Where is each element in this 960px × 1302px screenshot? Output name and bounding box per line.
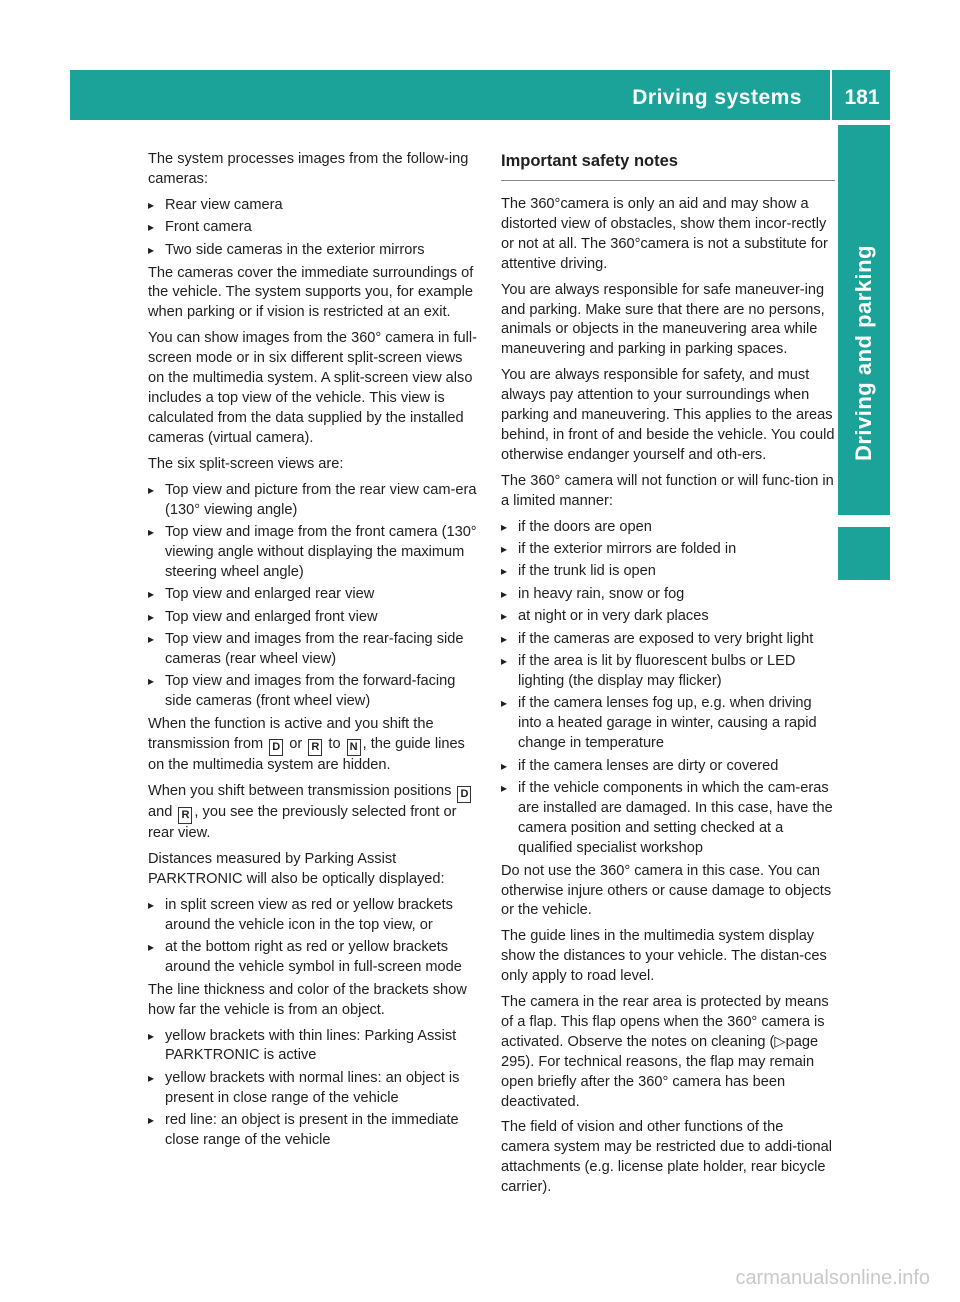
distances-paragraph: Distances measured by Parking Assist PARKTRONIC will also be optically displayed: [148, 850, 445, 887]
list-item: ▸ in heavy rain, snow or fog [501, 585, 835, 605]
gear-n-icon: N [347, 739, 361, 756]
bullet-icon: ▸ [148, 609, 155, 624]
safety-paragraph-1: The 360°camera is only an aid and may show a distorted view of obstacles, show them incor-rectly or not at all. The 360°camera is not a substitute for attentive driving. [501, 196, 828, 272]
bracket-list [148, 1027, 482, 1151]
list-item: ▸ at night or in very dark places [501, 607, 835, 627]
bullet-icon: ▸ [501, 519, 508, 534]
list-item: ▸ Top view and enlarged rear view [148, 585, 482, 605]
list-item: ▸ if the vehicle components in which the cam-eras are installed are damaged. In this case, have the camera position and setting checked at a qualified specialist workshop [501, 779, 833, 856]
gear-r-icon: R [308, 739, 322, 756]
bullet-icon: ▸ [148, 1070, 155, 1085]
list-item: ▸ yellow brackets with normal lines: an object is present in close range of the vehicle [148, 1069, 460, 1106]
bullet-icon: ▸ [501, 631, 508, 646]
display-paragraph: You can show images from the 360° camera in full-screen mode or in six different split-screen views on the multimedia system. A split-screen view also includes a top view of the vehicle. This view is calculated from the data supplied by the installed cameras (virtual camera). [148, 330, 477, 446]
list-item: ▸ if the cameras are exposed to very bright light [501, 630, 835, 650]
chapter-tab-label: Driving and parking [851, 244, 876, 462]
condition-list [501, 518, 835, 859]
chapter-tab-marker [838, 527, 890, 580]
bullet-icon: ▸ [148, 674, 155, 689]
split-view-list [148, 481, 482, 712]
list-item: ▸ Top view and images from the forward-facing side cameras (front wheel view) [148, 673, 456, 710]
coverage-paragraph: The cameras cover the immediate surroundings of the vehicle. The system supports you, for example when parking or if vision is restricted at an exit. [148, 264, 474, 321]
bullet-icon: ▸ [501, 780, 508, 795]
safety-paragraph-4: The 360° camera will not function or will func-tion in a limited manner: [501, 472, 834, 509]
distance-list [148, 896, 482, 978]
list-item: ▸ Two side cameras in the exterior mirrors [148, 241, 482, 261]
list-item: ▸ at the bottom right as red or yellow brackets around the vehicle symbol in full-screen mode [148, 938, 462, 975]
bullet-icon: ▸ [148, 631, 155, 646]
list-item: ▸ if the camera lenses are dirty or covered [501, 757, 835, 777]
list-item: ▸ if the doors are open [501, 518, 835, 538]
shift-between-paragraph: When you shift between transmission positions D and R , you see the previously selected front or rear view. [148, 782, 482, 844]
list-item: ▸ if the area is lit by fluorescent bulbs or LED lighting (the display may flicker) [501, 653, 796, 689]
safety-paragraph-8: The field of vision and other functions of the camera system may be restricted due to addi-tional attachments (e.g. license plate holder, rear bicycle carrier). [501, 1119, 832, 1196]
page-reference-link[interactable]: page 295 [501, 1033, 819, 1070]
bullet-icon: ▸ [148, 1113, 155, 1128]
gear-d-icon: D [457, 786, 471, 803]
bullet-icon: ▸ [148, 482, 155, 497]
safety-paragraph-7: The camera in the rear area is protected by means of a flap. This flap opens when the 360° camera is activated. Observe the notes on cleaning (▷page 295). For technical reasons, the flap may remain open briefly after the 360° camera has been deactivated. [501, 994, 829, 1110]
list-item: ▸ Top view and images from the rear-facing side cameras (rear wheel view) [148, 630, 464, 667]
bullet-icon: ▸ [148, 897, 155, 912]
bullet-icon: ▸ [148, 524, 155, 539]
bullet-icon: ▸ [501, 586, 508, 601]
split-views-intro: The six split-screen views are: [148, 455, 344, 472]
chapter-tab [838, 125, 890, 580]
bullet-icon: ▸ [148, 587, 155, 602]
left-column [148, 150, 482, 1154]
list-item: ▸ if the trunk lid is open [501, 562, 835, 582]
bullet-icon: ▸ [148, 1028, 155, 1043]
line-paragraph: The line thickness and color of the brackets show how far the vehicle is from an object. [148, 981, 467, 1018]
chapter-tab-gap [838, 515, 890, 527]
bullet-icon: ▸ [148, 242, 155, 257]
section-title: Driving systems [632, 86, 802, 109]
gear-d-icon: D [269, 739, 283, 756]
right-column [501, 150, 835, 1204]
bullet-icon: ▸ [501, 654, 508, 669]
bullet-icon: ▸ [501, 696, 508, 711]
page-number: 181 [844, 86, 880, 109]
bullet-icon: ▸ [148, 220, 155, 235]
shift-paragraph: When the function is active and you shift the transmission from D or R to N , the guide lines on the multimedia system are hidden. [148, 716, 465, 773]
header-bar [70, 70, 890, 120]
list-item: ▸ Rear view camera [148, 196, 482, 216]
list-item: ▸ if the camera lenses fog up, e.g. when driving into a heated garage in winter, causing a rapid change in temperature [501, 695, 817, 752]
footer-watermark: carmanualsonline.info [735, 1267, 930, 1289]
bullet-icon: ▸ [501, 542, 508, 556]
list-item: ▸ Front camera [148, 218, 482, 238]
section-heading: Important safety notes [501, 150, 835, 181]
header-divider [830, 70, 832, 120]
safety-paragraph-2: You are always responsible for safe maneuver-ing and parking. Make sure that there are no persons, animals or objects in the maneuvering area while maneuvering and parking in parking spaces. [501, 281, 825, 358]
intro-paragraph: The system processes images from the follow-ing cameras: [148, 151, 469, 187]
safety-paragraph-6: The guide lines in the multimedia system display show the distances to your vehicle. The distan-ces only apply to road level. [501, 928, 827, 985]
bullet-icon: ▸ [501, 758, 508, 773]
bullet-icon: ▸ [501, 609, 508, 624]
page-reference-arrow-icon: ▷ [774, 1033, 786, 1050]
camera-list [148, 196, 482, 261]
list-item: ▸ if the exterior mirrors are folded in [501, 540, 835, 560]
bullet-icon: ▸ [148, 939, 155, 954]
safety-paragraph-3: You are always responsible for safety, and must always pay attention to your surroundings when parking and maneuvering. This applies to the areas behind, in front of and beside the vehicle. You could otherwise endanger yourself and oth-ers. [501, 367, 835, 463]
gear-r-icon: R [178, 807, 192, 824]
list-item: ▸ Top view and picture from the rear view cam-era (130° viewing angle) [148, 481, 477, 518]
bullet-icon: ▸ [148, 197, 155, 212]
bullet-icon: ▸ [501, 564, 508, 579]
list-item: ▸ in split screen view as red or yellow brackets around the vehicle icon in the top view, or [148, 896, 453, 933]
list-item: ▸ Top view and image from the front camera (130° viewing angle without displaying the maximum steering wheel angle) [148, 523, 477, 580]
safety-paragraph-5: Do not use the 360° camera in this case. You can otherwise injure others or cause damage to objects or the vehicle. [501, 862, 832, 919]
list-item: ▸ yellow brackets with thin lines: Parking Assist PARKTRONIC is active [148, 1027, 457, 1064]
list-item: ▸ Top view and enlarged front view [148, 608, 482, 628]
list-item: ▸ red line: an object is present in the immediate close range of the vehicle [148, 1112, 459, 1149]
